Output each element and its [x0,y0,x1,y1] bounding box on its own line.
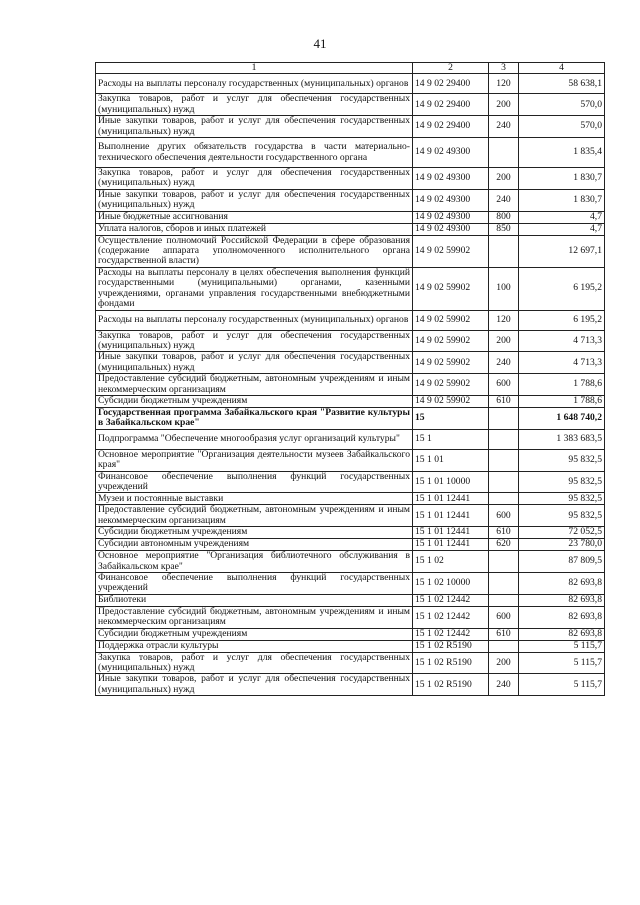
row-type-cell: 240 [489,674,519,696]
table-row [96,606,605,628]
row-name-cell: Подпрограмма "Обеспечение многообразия услуг организаций культуры" [96,429,413,449]
table-row [96,573,605,595]
row-type-cell [489,235,519,267]
row-name-cell: Финансовое обеспечение выполнения функций государственных учреждений [96,573,413,595]
row-amount-cell: 23 780,0 [519,539,605,551]
row-amount-cell: 95 832,5 [519,505,605,527]
row-code-cell: 14 9 02 49300 [413,189,489,211]
table-header-row [96,63,605,74]
table-row [96,267,605,310]
row-code-cell: 14 9 02 29400 [413,74,489,94]
row-name-cell: Иные закупки товаров, работ и услуг для обеспечения государственных (муниципальных) нужд [96,674,413,696]
row-type-cell: 610 [489,395,519,407]
row-code-cell: 15 1 [413,429,489,449]
row-amount-cell: 1 788,6 [519,395,605,407]
row-type-cell [489,138,519,168]
table-row [96,189,605,211]
row-code-cell: 14 9 02 49300 [413,223,489,235]
row-amount-cell: 12 697,1 [519,235,605,267]
row-name-cell: Выполнение других обязательств государства в части материально-технического обеспечения деятельности государственного органа [96,138,413,168]
row-amount-cell: 5 115,7 [519,640,605,652]
row-type-cell [489,429,519,449]
row-name-cell: Музеи и постоянные выставки [96,493,413,505]
table-body [96,63,605,696]
table-row [96,527,605,539]
row-code-cell: 14 9 02 29400 [413,116,489,138]
row-code-cell: 15 1 01 12441 [413,527,489,539]
row-type-cell [489,471,519,493]
row-type-cell: 240 [489,116,519,138]
row-type-cell: 200 [489,652,519,674]
row-type-cell: 100 [489,267,519,310]
table-row [96,449,605,471]
row-code-cell: 15 1 02 R5190 [413,652,489,674]
row-type-cell: 240 [489,189,519,211]
table-row [96,94,605,116]
row-code-cell: 14 9 02 59902 [413,235,489,267]
row-code-cell: 14 9 02 59902 [413,310,489,330]
row-code-cell: 15 1 01 10000 [413,471,489,493]
row-type-cell: 200 [489,94,519,116]
row-code-cell: 14 9 02 59902 [413,352,489,374]
row-name-cell: Предоставление субсидий бюджетным, автономным учреждениям и иным некоммерческим организациям [96,505,413,527]
row-type-cell: 620 [489,539,519,551]
row-name-cell: Финансовое обеспечение выполнения функций государственных учреждений [96,471,413,493]
row-name-cell: Уплата налогов, сборов и иных платежей [96,223,413,235]
row-amount-cell: 4 713,3 [519,330,605,352]
header-col-3: 3 [489,63,519,74]
row-name-cell: Библиотеки [96,594,413,606]
row-amount-cell: 5 115,7 [519,652,605,674]
row-code-cell: 15 1 02 12442 [413,628,489,640]
row-amount-cell: 95 832,5 [519,449,605,471]
row-code-cell: 15 1 02 12442 [413,594,489,606]
row-code-cell: 14 9 02 29400 [413,94,489,116]
row-amount-cell: 1 788,6 [519,374,605,396]
table-row [96,211,605,223]
row-type-cell: 600 [489,505,519,527]
row-code-cell: 14 9 02 49300 [413,138,489,168]
row-amount-cell: 1 830,7 [519,168,605,190]
row-type-cell: 600 [489,374,519,396]
table-row [96,330,605,352]
row-name-cell: Закупка товаров, работ и услуг для обеспечения государственных (муниципальных) нужд [96,168,413,190]
row-type-cell: 610 [489,628,519,640]
table-row [96,471,605,493]
row-name-cell: Предоставление субсидий бюджетным, автономным учреждениям и иным некоммерческим организациям [96,606,413,628]
row-name-cell: Поддержка отрасли культуры [96,640,413,652]
row-amount-cell: 95 832,5 [519,493,605,505]
row-amount-cell: 58 638,1 [519,74,605,94]
row-amount-cell: 72 052,5 [519,527,605,539]
table-row [96,640,605,652]
table-row [96,352,605,374]
row-name-cell: Осуществление полномочий Российской Федерации в сфере образования (содержание аппарата уполномоченного исполнительного органа государственной власти) [96,235,413,267]
row-type-cell: 850 [489,223,519,235]
row-code-cell: 14 9 02 59902 [413,267,489,310]
row-type-cell: 240 [489,352,519,374]
row-name-cell: Расходы на выплаты персоналу в целях обеспечения выполнения функций государственными (муниципальными) органами, казенными учреждениями, органами управления государственными внебюджетными фондами [96,267,413,310]
row-code-cell: 14 9 02 49300 [413,211,489,223]
table-row [96,74,605,94]
row-amount-cell: 5 115,7 [519,674,605,696]
row-name-cell: Субсидии бюджетным учреждениям [96,628,413,640]
row-amount-cell: 1 835,4 [519,138,605,168]
table-row [96,116,605,138]
row-type-cell [489,640,519,652]
row-type-cell [489,573,519,595]
row-code-cell: 15 1 02 R5190 [413,674,489,696]
row-code-cell: 14 9 02 59902 [413,374,489,396]
row-name-cell: Предоставление субсидий бюджетным, автономным учреждениям и иным некоммерческим организациям [96,374,413,396]
row-amount-cell: 4 713,3 [519,352,605,374]
header-col-1: 1 [96,63,413,74]
table-row [96,674,605,696]
row-amount-cell: 82 693,8 [519,594,605,606]
row-amount-cell: 82 693,8 [519,628,605,640]
header-col-4: 4 [519,63,605,74]
row-amount-cell: 1 383 683,5 [519,429,605,449]
table-row [96,539,605,551]
row-type-cell: 200 [489,330,519,352]
row-name-cell: Иные закупки товаров, работ и услуг для обеспечения государственных (муниципальных) нужд [96,352,413,374]
table-row [96,138,605,168]
table-row [96,652,605,674]
row-type-cell: 600 [489,606,519,628]
row-code-cell: 14 9 02 59902 [413,330,489,352]
row-code-cell: 15 1 01 [413,449,489,471]
row-type-cell: 120 [489,310,519,330]
row-type-cell [489,493,519,505]
budget-table [95,62,605,696]
row-type-cell: 120 [489,74,519,94]
table-row [96,628,605,640]
table-row [96,235,605,267]
row-name-cell: Государственная программа Забайкальского края "Развитие культуры в Забайкальском крае" [96,407,413,429]
row-amount-cell: 1 648 740,2 [519,407,605,429]
page-number: 41 [313,36,327,51]
row-type-cell: 200 [489,168,519,190]
row-code-cell: 15 1 02 R5190 [413,640,489,652]
row-amount-cell: 4,7 [519,223,605,235]
row-name-cell: Расходы на выплаты персоналу государственных (муниципальных) органов [96,310,413,330]
table-row [96,395,605,407]
row-type-cell [489,407,519,429]
row-name-cell: Закупка товаров, работ и услуг для обеспечения государственных (муниципальных) нужд [96,330,413,352]
row-name-cell: Закупка товаров, работ и услуг для обеспечения государственных (муниципальных) нужд [96,94,413,116]
row-code-cell: 14 9 02 59902 [413,395,489,407]
row-amount-cell: 570,0 [519,94,605,116]
table-row [96,168,605,190]
table-row [96,429,605,449]
row-amount-cell: 6 195,2 [519,267,605,310]
header-col-2: 2 [413,63,489,74]
row-code-cell: 15 1 02 [413,551,489,573]
row-name-cell: Основное мероприятие "Организация библиотечного обслуживания в Забайкальском крае" [96,551,413,573]
row-name-cell: Субсидии автономным учреждениям [96,539,413,551]
table-row [96,505,605,527]
row-name-cell: Основное мероприятие "Организация деятельности музеев Забайкальского края" [96,449,413,471]
table-row [96,493,605,505]
row-code-cell: 15 [413,407,489,429]
table-row [96,594,605,606]
row-code-cell: 15 1 02 12442 [413,606,489,628]
row-amount-cell: 1 830,7 [519,189,605,211]
table-row [96,310,605,330]
row-type-cell [489,594,519,606]
table-row [96,223,605,235]
row-amount-cell: 95 832,5 [519,471,605,493]
row-amount-cell: 82 693,8 [519,606,605,628]
row-code-cell: 14 9 02 49300 [413,168,489,190]
row-type-cell [489,449,519,471]
row-code-cell: 15 1 01 12441 [413,505,489,527]
row-amount-cell: 570,0 [519,116,605,138]
row-code-cell: 15 1 01 12441 [413,539,489,551]
row-amount-cell: 6 195,2 [519,310,605,330]
row-code-cell: 15 1 01 12441 [413,493,489,505]
row-name-cell: Субсидии бюджетным учреждениям [96,527,413,539]
table-row [96,407,605,429]
row-amount-cell: 82 693,8 [519,573,605,595]
row-name-cell: Иные бюджетные ассигнования [96,211,413,223]
row-name-cell: Иные закупки товаров, работ и услуг для обеспечения государственных (муниципальных) нужд [96,189,413,211]
row-type-cell: 800 [489,211,519,223]
row-name-cell: Иные закупки товаров, работ и услуг для обеспечения государственных (муниципальных) нужд [96,116,413,138]
row-name-cell: Закупка товаров, работ и услуг для обеспечения государственных (муниципальных) нужд [96,652,413,674]
row-code-cell: 15 1 02 10000 [413,573,489,595]
row-amount-cell: 4,7 [519,211,605,223]
table-row [96,551,605,573]
row-type-cell: 610 [489,527,519,539]
row-name-cell: Субсидии бюджетным учреждениям [96,395,413,407]
row-type-cell [489,551,519,573]
row-amount-cell: 87 809,5 [519,551,605,573]
table-row [96,374,605,396]
row-name-cell: Расходы на выплаты персоналу государственных (муниципальных) органов [96,74,413,94]
